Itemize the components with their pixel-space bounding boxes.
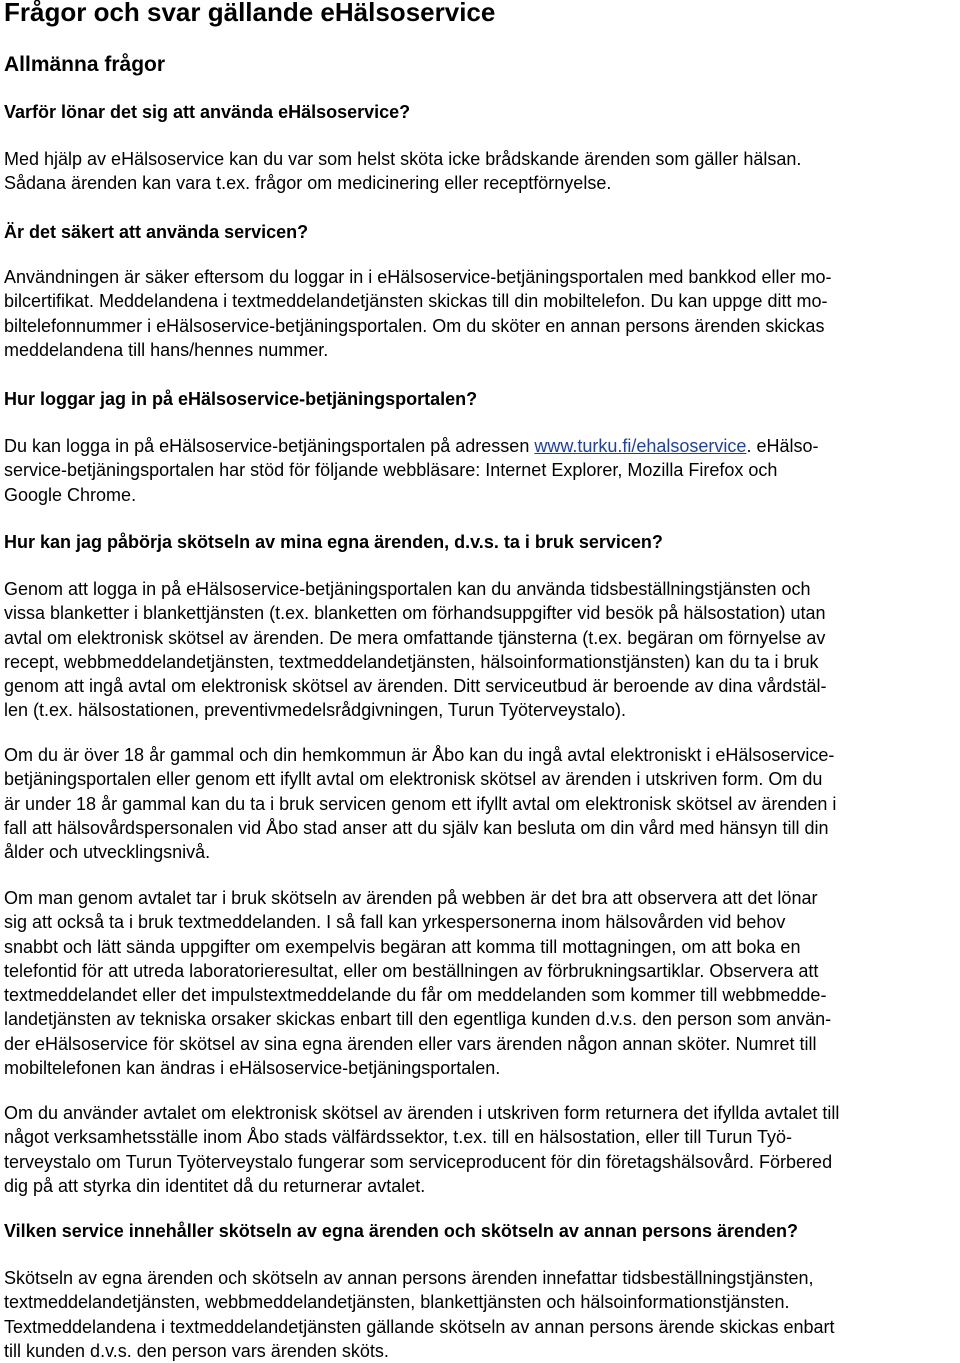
answer-which-services bbox=[4, 1266, 958, 1363]
question-how-login: Hur loggar jag in på eHälsoservice-betjäningsportalen? bbox=[4, 389, 478, 409]
ehalsoservice-link[interactable]: www.turku.fi/ehalsoservice bbox=[534, 436, 747, 456]
paragraph-age-agreement bbox=[4, 743, 958, 864]
text-line bbox=[4, 434, 958, 458]
text-line: terveystalo om Turun Työterveystalo fungerar som serviceproducent för din företagshälsovård. Förbered bbox=[4, 1151, 833, 1172]
text-line: avtal om elektronisk skötsel av ärenden. De mera omfattande tjänsterna (t.ex. begäran om förnyelse av bbox=[4, 627, 826, 648]
text-line: är under 18 år gammal kan du ta i bruk servicen genom ett ifyllt avtal om elektronisk skötsel av ärenden i bbox=[4, 793, 837, 814]
text-line: Användningen är säker eftersom du loggar in i eHälsoservice-betjäningsportalen med bankkod eller mo- bbox=[4, 267, 832, 287]
text-line: service-betjäningsportalen har stöd för följande webbläsare: Internet Explorer, Mozilla Firefox och bbox=[4, 460, 778, 481]
text-line: dig på att styrka din identitet då du returnerar avtalet. bbox=[4, 1175, 426, 1196]
text-line: recept, webbmeddelandetjänsten, textmeddelandetjänsten, hälsoinformationstjänsten) kan du ta i bruk bbox=[4, 651, 819, 672]
text-line: der eHälsoservice för skötsel av sina egna ärenden eller vars ärenden någon annan sköter. Numret till bbox=[4, 1033, 817, 1054]
answer-is-safe bbox=[4, 265, 958, 362]
login-text-pre: Du kan logga in på eHälsoservice-betjäningsportalen på adressen bbox=[4, 436, 535, 456]
text-line: Om du använder avtalet om elektronisk skötsel av ärenden i utskriven form returnera det ifyllda avtalet till bbox=[4, 1103, 840, 1123]
question-why-use: Varför lönar det sig att använda eHälsoservice? bbox=[4, 102, 411, 122]
text-line: Om du är över 18 år gammal och din hemkommun är Åbo kan du ingå avtal elektroniskt i eHälsoservice- bbox=[4, 745, 835, 765]
login-text-post: . eHälso- bbox=[746, 436, 819, 456]
answer-why-use bbox=[4, 147, 958, 196]
question-is-safe: Är det säkert att använda servicen? bbox=[4, 222, 309, 242]
text-line: meddelandena till hans/hennes nummer. bbox=[4, 339, 329, 360]
answer-how-start bbox=[4, 577, 958, 723]
text-line: Google Chrome. bbox=[4, 484, 137, 505]
text-line: biltelefonnummer i eHälsoservice-betjäningsportalen. Om du sköter en annan persons ärenden skickas bbox=[4, 315, 825, 336]
paragraph-text-messages bbox=[4, 886, 958, 1080]
question-which-services: Vilken service innehåller skötseln av egna ärenden och skötseln av annan persons ärenden? bbox=[4, 1221, 798, 1241]
text-line: textmeddelandet eller det impulstextmeddelande du får om meddelanden som kommer till webbmedde- bbox=[4, 985, 827, 1006]
text-line: telefontid för att utreda laboratorieresultat, eller om beställningen av förbrukningsartiklar. Observera att bbox=[4, 960, 819, 981]
text-line: genom att ingå avtal om elektronisk skötsel av ärenden. Ditt serviceutbud är beroende av dina vårdstäl- bbox=[4, 676, 827, 697]
text-line: mobiltelefonen kan ändras i eHälsoservice-betjäningsportalen. bbox=[4, 1058, 501, 1079]
text-line: ålder och utvecklingsnivå. bbox=[4, 842, 211, 863]
text-line: Sådana ärenden kan vara t.ex. frågor om medicinering eller receptförnyelse. bbox=[4, 173, 612, 194]
text-line: Med hjälp av eHälsoservice kan du var som helst sköta icke brådskande ärenden som gäller hälsan. bbox=[4, 149, 802, 169]
text-line: sig att också ta i bruk textmeddelanden. I så fall kan yrkespersonerna inom hälsovården vid behov bbox=[4, 912, 786, 933]
text-line: vissa blanketter i blankettjänsten (t.ex. blanketten om förhandsuppgifter vid besök på hälsostation) utan bbox=[4, 603, 826, 624]
text-line: textmeddelandetjänsten, webbmeddelandetjänsten, blankettjänsten och hälsoinformationstjänsten. bbox=[4, 1292, 790, 1313]
text-line: något verksamhetsställe inom Åbo stads välfärdssektor, t.ex. till en hälsostation, eller till Turun Työ- bbox=[4, 1127, 793, 1148]
text-line: Om man genom avtalet tar i bruk skötseln av ärenden på webben är det bra att observera att det lönar bbox=[4, 888, 818, 908]
text-line: Skötseln av egna ärenden och skötseln av annan persons ärenden innefattar tidsbeställningstjänsten, bbox=[4, 1268, 814, 1288]
text-line: betjäningsportalen eller genom ett ifyllt avtal om elektronisk skötsel av ärenden i utskriven form. Om du bbox=[4, 769, 823, 790]
paragraph-printed-agreement bbox=[4, 1101, 958, 1198]
text-line: Textmeddelandena i textmeddelandetjänsten gällande skötseln av annan persons ärende skickas enbart bbox=[4, 1316, 835, 1337]
text-line: snabbt och lätt sända uppgifter om exempelvis begäran att komma till mottagningen, om att boka en bbox=[4, 936, 801, 957]
text-line: till kunden d.v.s. den person vars ärenden sköts. bbox=[4, 1340, 389, 1361]
text-line: Genom att logga in på eHälsoservice-betjäningsportalen kan du använda tidsbeställningstjänsten och bbox=[4, 579, 811, 599]
section-heading: Allmänna frågor bbox=[4, 53, 166, 76]
text-line: bilcertifikat. Meddelandena i textmeddelandetjänsten skickas till din mobiltelefon. Du kan uppge ditt mo- bbox=[4, 291, 828, 312]
text-line: len (t.ex. hälsostationen, preventivmedelsrådgivningen, Turun Työterveystalo). bbox=[4, 700, 627, 721]
text-line: fall att hälsovårdspersonalen vid Åbo stad anser att du själv kan besluta om din vård med hänsyn till din bbox=[4, 817, 829, 838]
answer-how-login bbox=[4, 434, 958, 507]
question-how-start: Hur kan jag påbörja skötseln av mina egna ärenden, d.v.s. ta i bruk servicen? bbox=[4, 532, 663, 552]
text-line: landetjänsten av tekniska orsaker skickas enbart till den egentliga kunden d.v.s. den person som använ- bbox=[4, 1009, 832, 1030]
document-title: Frågor och svar gällande eHälsoservice bbox=[4, 0, 496, 27]
